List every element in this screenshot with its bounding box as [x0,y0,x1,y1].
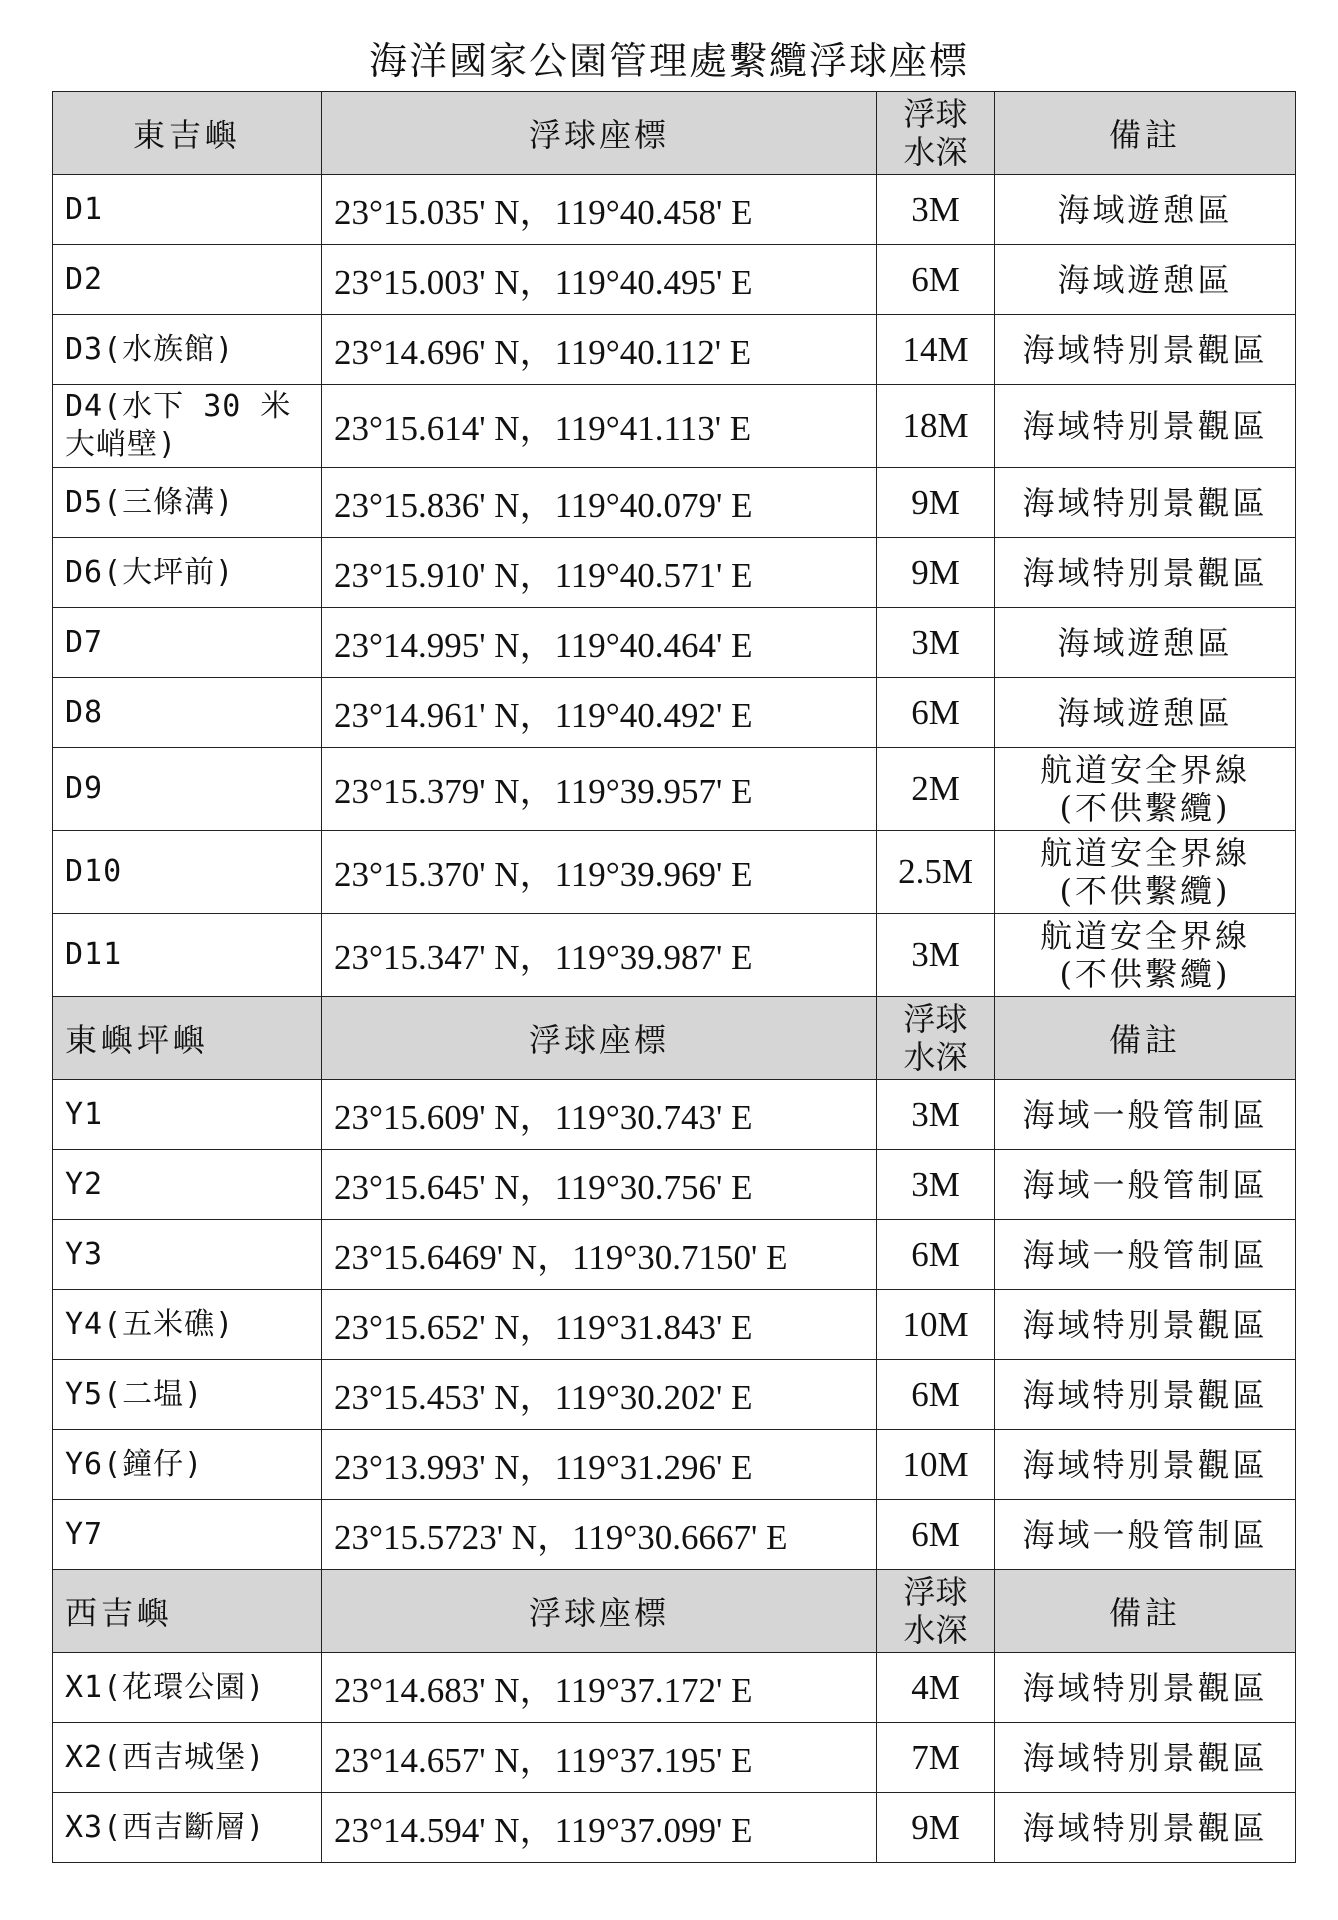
depth-header-line-2: 水深 [903,1038,968,1076]
buoy-name: Y7 [53,1500,322,1570]
buoy-coordinates: 23°14.961' N，119°40.492' E [322,678,877,748]
buoy-note [995,914,1296,997]
buoy-note [995,831,1296,914]
note-header: 備註 [995,1570,1296,1653]
buoy-coordinates: 23°15.003' N，119°40.495' E [322,245,877,315]
buoy-coordinates: 23°15.652' N，119°31.843' E [322,1290,877,1360]
buoy-name: D9 [53,748,322,831]
buoy-name-line-2: 大峭壁) [65,427,178,462]
note-header: 備註 [995,997,1296,1080]
buoy-note: 海域一般管制區 [995,1080,1296,1150]
coord-header: 浮球座標 [322,92,877,175]
buoy-name: D7 [53,608,322,678]
table-row [53,1723,1296,1793]
table-row [53,914,1296,997]
buoy-depth: 6M [877,1360,995,1430]
buoy-name [53,385,322,468]
table-row [53,678,1296,748]
buoy-note: 海域特別景觀區 [995,1430,1296,1500]
buoy-coordinates: 23°15.347' N，119°39.987' E [322,914,877,997]
note-header: 備註 [995,92,1296,175]
buoy-name: D10 [53,831,322,914]
buoy-depth: 10M [877,1290,995,1360]
buoy-name: Y6(鐘仔) [53,1430,322,1500]
buoy-note: 海域一般管制區 [995,1150,1296,1220]
buoy-coordinates: 23°15.453' N，119°30.202' E [322,1360,877,1430]
buoy-depth: 4M [877,1653,995,1723]
table-body [53,92,1296,1863]
buoy-coordinates: 23°13.993' N，119°31.296' E [322,1430,877,1500]
buoy-depth: 3M [877,914,995,997]
section-header-row [53,1570,1296,1653]
table-row [53,1653,1296,1723]
buoy-depth: 7M [877,1723,995,1793]
buoy-name: D1 [53,175,322,245]
buoy-coordinates: 23°15.645' N，119°30.756' E [322,1150,877,1220]
table-row [53,1793,1296,1863]
section-header-row [53,997,1296,1080]
depth-header-line-2: 水深 [903,1611,968,1649]
buoy-name: D8 [53,678,322,748]
buoy-name: D3(水族館) [53,315,322,385]
table-row [53,385,1296,468]
depth-header [877,997,995,1080]
buoy-coordinates: 23°14.657' N，119°37.195' E [322,1723,877,1793]
buoy-depth: 14M [877,315,995,385]
table-row [53,468,1296,538]
buoy-name: D2 [53,245,322,315]
buoy-depth: 6M [877,1500,995,1570]
table-row [53,1220,1296,1290]
buoy-note: 海域特別景觀區 [995,538,1296,608]
buoy-note: 海域特別景觀區 [995,1653,1296,1723]
section-name: 西吉嶼 [53,1570,322,1653]
buoy-depth: 3M [877,608,995,678]
buoy-coordinates: 23°15.035' N，119°40.458' E [322,175,877,245]
buoy-note: 海域遊憩區 [995,608,1296,678]
coord-header: 浮球座標 [322,1570,877,1653]
buoy-depth: 6M [877,245,995,315]
buoy-note-line-1: 航道安全界線 [1039,834,1250,872]
buoy-coordinates-table [52,91,1296,1863]
buoy-note: 海域特別景觀區 [995,1360,1296,1430]
buoy-note-line-2: (不供繫纜) [1059,872,1231,910]
table-row [53,1150,1296,1220]
table-row [53,831,1296,914]
buoy-note: 海域特別景觀區 [995,468,1296,538]
buoy-depth: 18M [877,385,995,468]
table-row [53,315,1296,385]
buoy-name: Y2 [53,1150,322,1220]
buoy-note-line-2: (不供繫纜) [1059,955,1231,993]
depth-header [877,92,995,175]
depth-header-line-1: 浮球 [903,1000,968,1038]
depth-header-line-2: 水深 [903,133,968,171]
buoy-note: 海域特別景觀區 [995,1793,1296,1863]
table-row [53,245,1296,315]
buoy-coordinates: 23°14.995' N，119°40.464' E [322,608,877,678]
table-row [53,1430,1296,1500]
depth-header [877,1570,995,1653]
buoy-name: X1(花環公園) [53,1653,322,1723]
buoy-depth: 2.5M [877,831,995,914]
buoy-name: X3(西吉斷層) [53,1793,322,1863]
buoy-depth: 3M [877,175,995,245]
buoy-coordinates: 23°15.6469' N，119°30.7150' E [322,1220,877,1290]
table-row [53,608,1296,678]
buoy-coordinates: 23°15.370' N，119°39.969' E [322,831,877,914]
table-row [53,1500,1296,1570]
buoy-name: D6(大坪前) [53,538,322,608]
coord-header: 浮球座標 [322,997,877,1080]
table-row [53,175,1296,245]
buoy-name: Y5(二塭) [53,1360,322,1430]
section-name: 東吉嶼 [53,92,322,175]
buoy-name: X2(西吉城堡) [53,1723,322,1793]
buoy-name: D5(三條溝) [53,468,322,538]
buoy-depth: 9M [877,1793,995,1863]
buoy-coordinates: 23°15.836' N，119°40.079' E [322,468,877,538]
section-name: 東嶼坪嶼 [53,997,322,1080]
buoy-note: 海域一般管制區 [995,1500,1296,1570]
table-row [53,1080,1296,1150]
buoy-depth: 3M [877,1080,995,1150]
page-title: 海洋國家公園管理處繫纜浮球座標 [368,39,969,83]
buoy-depth: 6M [877,678,995,748]
buoy-coordinates: 23°14.696' N，119°40.112' E [322,315,877,385]
buoy-depth: 9M [877,468,995,538]
table-row [53,1290,1296,1360]
buoy-depth: 9M [877,538,995,608]
buoy-name-line-1: D4(水下 30 米 [65,389,292,424]
buoy-depth: 6M [877,1220,995,1290]
buoy-note: 海域特別景觀區 [995,315,1296,385]
buoy-note-line-1: 航道安全界線 [1039,917,1250,955]
buoy-note [995,748,1296,831]
buoy-note-line-1: 航道安全界線 [1039,751,1250,789]
buoy-coordinates: 23°14.683' N，119°37.172' E [322,1653,877,1723]
buoy-note: 海域遊憩區 [995,245,1296,315]
depth-header-line-1: 浮球 [903,1573,968,1611]
buoy-note: 海域遊憩區 [995,678,1296,748]
section-header-row [53,92,1296,175]
buoy-note-line-2: (不供繫纜) [1059,789,1231,827]
buoy-name: Y3 [53,1220,322,1290]
buoy-note: 海域特別景觀區 [995,385,1296,468]
table-row [53,748,1296,831]
table-row [53,1360,1296,1430]
buoy-coordinates: 23°15.609' N，119°30.743' E [322,1080,877,1150]
buoy-coordinates: 23°15.910' N，119°40.571' E [322,538,877,608]
buoy-note: 海域一般管制區 [995,1220,1296,1290]
table-row [53,538,1296,608]
buoy-depth: 3M [877,1150,995,1220]
buoy-note: 海域特別景觀區 [995,1723,1296,1793]
buoy-name: D11 [53,914,322,997]
buoy-note: 海域遊憩區 [995,175,1296,245]
buoy-name: Y1 [53,1080,322,1150]
buoy-depth: 2M [877,748,995,831]
buoy-coordinates: 23°14.594' N，119°37.099' E [322,1793,877,1863]
buoy-depth: 10M [877,1430,995,1500]
buoy-note: 海域特別景觀區 [995,1290,1296,1360]
buoy-coordinates: 23°15.5723' N，119°30.6667' E [322,1500,877,1570]
buoy-coordinates: 23°15.379' N，119°39.957' E [322,748,877,831]
buoy-coordinates: 23°15.614' N，119°41.113' E [322,385,877,468]
buoy-name: Y4(五米礁) [53,1290,322,1360]
depth-header-line-1: 浮球 [903,95,968,133]
